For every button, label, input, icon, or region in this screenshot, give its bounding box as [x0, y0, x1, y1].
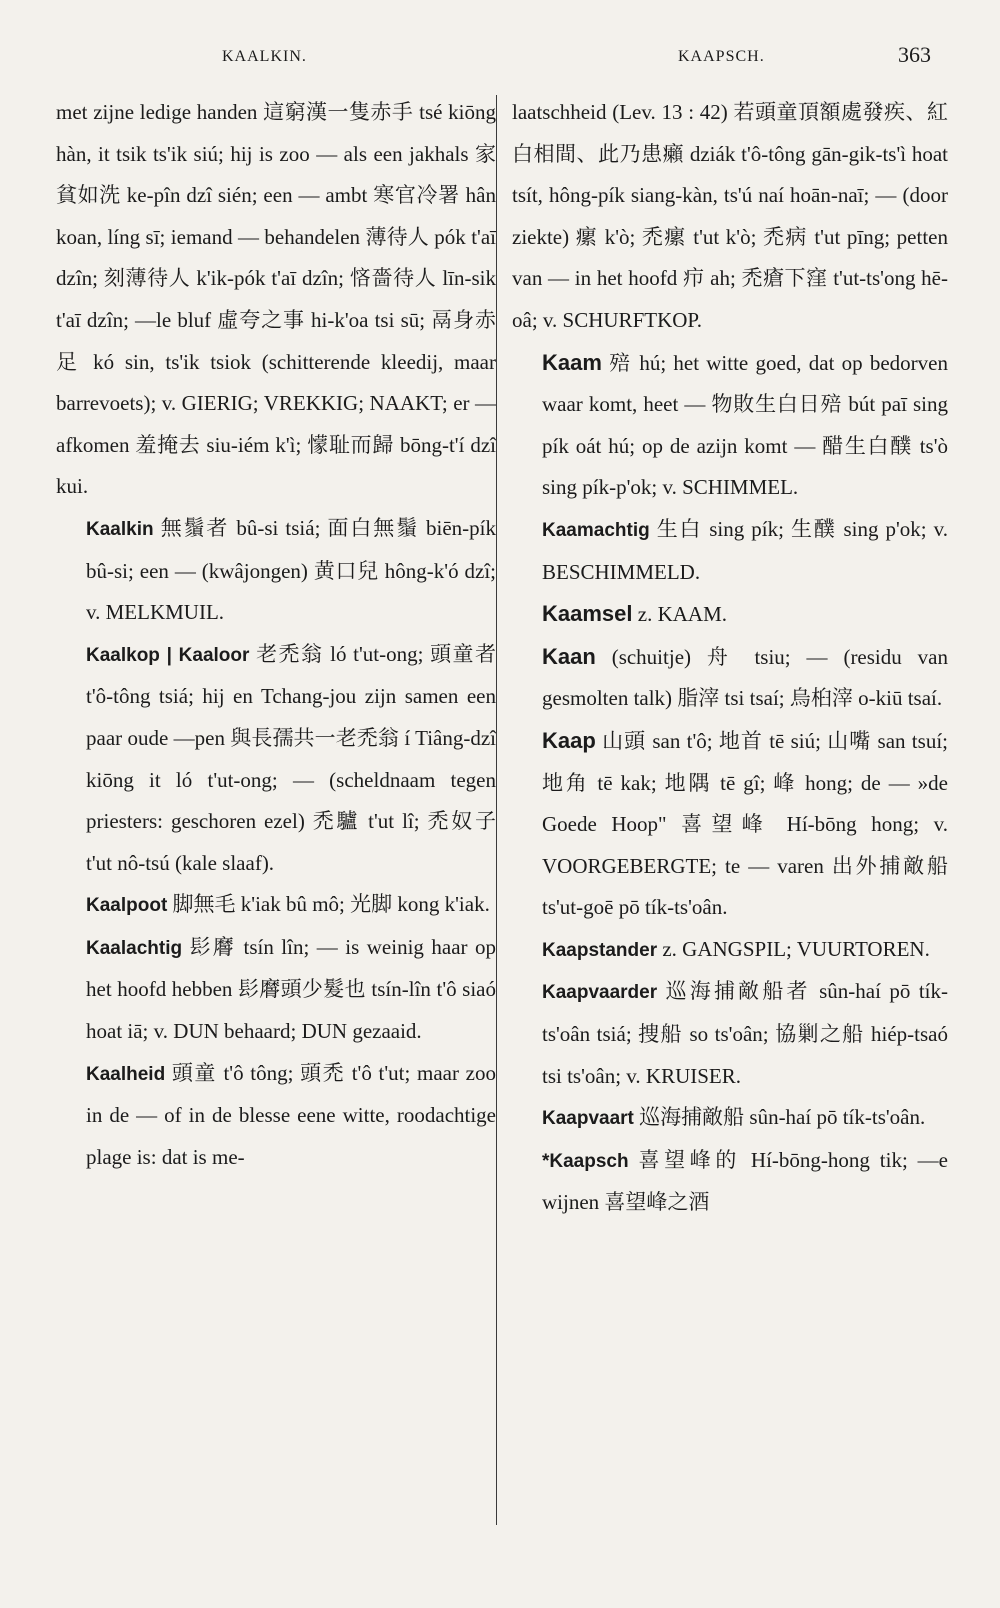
entry-kaamsel	[512, 593, 948, 636]
page-number: 363	[898, 42, 931, 67]
left-guide-word: KAALKIN.	[222, 48, 307, 65]
headword: Kaamsel	[542, 601, 633, 627]
headword: Kaapstander	[542, 939, 658, 961]
left-column	[56, 92, 496, 1572]
headword: Kaapvaart	[542, 1108, 634, 1130]
entry-kaapsch	[512, 1140, 948, 1224]
page-header	[0, 36, 1000, 76]
entry-kaalachtig	[56, 927, 496, 1053]
entry-text: 生白 sing pík; 生醭 sing p'ok; v. BESCHIMMELD.	[542, 516, 948, 584]
headword: Kaalkin	[86, 518, 154, 540]
headword: Kaalpoot	[86, 895, 168, 917]
entry-text: 巡海捕敵船 sûn-haí pō tík-ts'oân.	[633, 1105, 926, 1130]
entry-kaapstander	[512, 929, 948, 972]
entry-text: 脚無毛 k'iak bû mô; 光脚 kong k'iak.	[167, 892, 490, 917]
entry-kaapvaart	[512, 1097, 948, 1140]
entry-kaap	[512, 720, 948, 929]
entry-kaalkop-kaaloor	[56, 634, 496, 885]
headword: Kaalachtig	[86, 937, 183, 959]
entry-kaalpoot	[56, 884, 496, 927]
headword: Kaalheid	[86, 1063, 166, 1085]
right-guide-word: KAAPSCH.	[678, 48, 765, 65]
headword: *Kaapsch	[542, 1150, 629, 1172]
entry-text: 殕 hú; het witte goed, dat op bedorven waar komt, heet — 物敗生白日殕 bút paī sing pík oát hú; op de azijn komt — 醋生白醭 ts'ò sing pík-p'ok; v. SCHIMMEL.	[542, 350, 948, 500]
headword: Kaamachtig	[542, 519, 650, 541]
entry-kaan	[512, 636, 948, 720]
headword: Kaapvaarder	[542, 982, 658, 1004]
column-divider	[496, 95, 497, 1525]
entry-text: (schuitje) 舟 tsiu; — (residu van gesmolten talk) 脂滓 tsi tsaí; 烏桕滓 o-kiū tsaí.	[542, 644, 948, 711]
entry-kaalheid	[56, 1053, 496, 1179]
headword: Kaalkop | Kaaloor	[86, 644, 250, 666]
entry-text: met zijne ledige handen 這窮漢一隻赤手 tsé kiōng hàn, it tsik ts'ik siú; hij is zoo — als een jakhals 家貧如洗 ke-pîn dzî sién; een — ambt 寒官冷署 hân koan, líng sī; iemand — behandelen 薄待人 pók t'aī dzîn; 刻薄待人 k'ik-pók t'aī dzîn; 悋嗇待人 līn-sik t'aī dzîn; —le bluf 虛夸之事 hi-k'oa tsi sū; 鬲身赤足 kó sin, ts'ik tsiok (schitterende kleedij, maar barrevoets); v. GIERIG; VREKKIG; NAAKT; er — afkomen 羞掩去 siu-iém k'ì; 懞耻而歸 bōng-t'í dzî kui.	[56, 100, 496, 499]
headword: Kaan	[542, 643, 596, 669]
entry-kaapvaarder	[512, 971, 948, 1097]
right-column	[512, 92, 948, 1572]
entry-text: laatschheid (Lev. 13 : 42) 若頭童頂額處發疾、紅白相間、此乃患癩 dziák t'ô-tông gān-gik-ts'ì hoat tsít, hông-pík siang-kàn, ts'ú naí hoān-naī; — (door ziekte) 瘰 k'ò; 禿瘰 t'ut k'ò; 禿病 t'ut pīng; petten van — in het hoofd 疖 ah; 禿瘡下窪 t'ut-ts'ong hē-oâ; v. SCHURFTKOP.	[512, 100, 948, 332]
entry-text: z. GANGSPIL; VUURTOREN.	[657, 936, 930, 961]
continued-entry	[512, 92, 948, 342]
headword: Kaam	[542, 349, 602, 375]
entry-text: 喜望峰的 Hí-bōng-hong tik; —e wijnen 喜望峰之酒	[542, 1147, 948, 1215]
entry-text: 髟䯢 tsín lîn; — is weinig haar op het hoofd hebben 髟䯢頭少髮也 tsín-lîn t'ô siaó hoat iā; v. DUN behaard; DUN gezaaid.	[86, 934, 496, 1044]
continued-entry	[56, 92, 496, 508]
entry-text: z. KAAM.	[632, 602, 728, 627]
entry-kaam	[512, 342, 948, 509]
entry-text: 巡海捕敵船者 sûn-haí pō tík-ts'oân tsiá; 捜船 so ts'oân; 協剿之船 hiép-tsaó tsi ts'oân; v. KRUISER.	[542, 979, 948, 1088]
entry-kaalkin	[56, 508, 496, 634]
entry-kaamachtig	[512, 509, 948, 593]
headword: Kaap	[542, 727, 596, 753]
entry-text: 無鬚者 bû-si tsiá; 面白無鬚 biēn-pík bû-si; een — (kwâjongen) 黄口兒 hông-k'ó dzî; v. MELKMUIL.	[86, 515, 496, 625]
entry-text: 老禿翁 ló t'ut-ong; 頭童者 t'ô-tông tsiá; hij en Tchang-jou zijn samen een paar oude —pen 與長孺共一老禿翁 í Tiâng-dzî kiōng it ló t'ut-ong; — (scheldnaam tegen priesters: geschoren ezel) 禿驢 t'ut lî; 禿奴子 t'ut nô-tsú (kale slaaf).	[86, 641, 496, 875]
entry-text: 山頭 san t'ô; 地首 tē siú; 山嘴 san tsuí; 地角 tē kak; 地隅 tē gî; 峰 hong; de — »de Goede Hoop" 喜望峰 Hí-bōng hong; v. VOORGEBERGTE; te — varen 出外捕敵船 ts'ut-goē pō tík-ts'oân.	[542, 728, 948, 920]
entry-text: 頭童 t'ô tông; 頭禿 t'ô t'ut; maar zoo in de — of in de blesse eene witte, roodachtige plage is: dat is me-	[86, 1060, 496, 1169]
